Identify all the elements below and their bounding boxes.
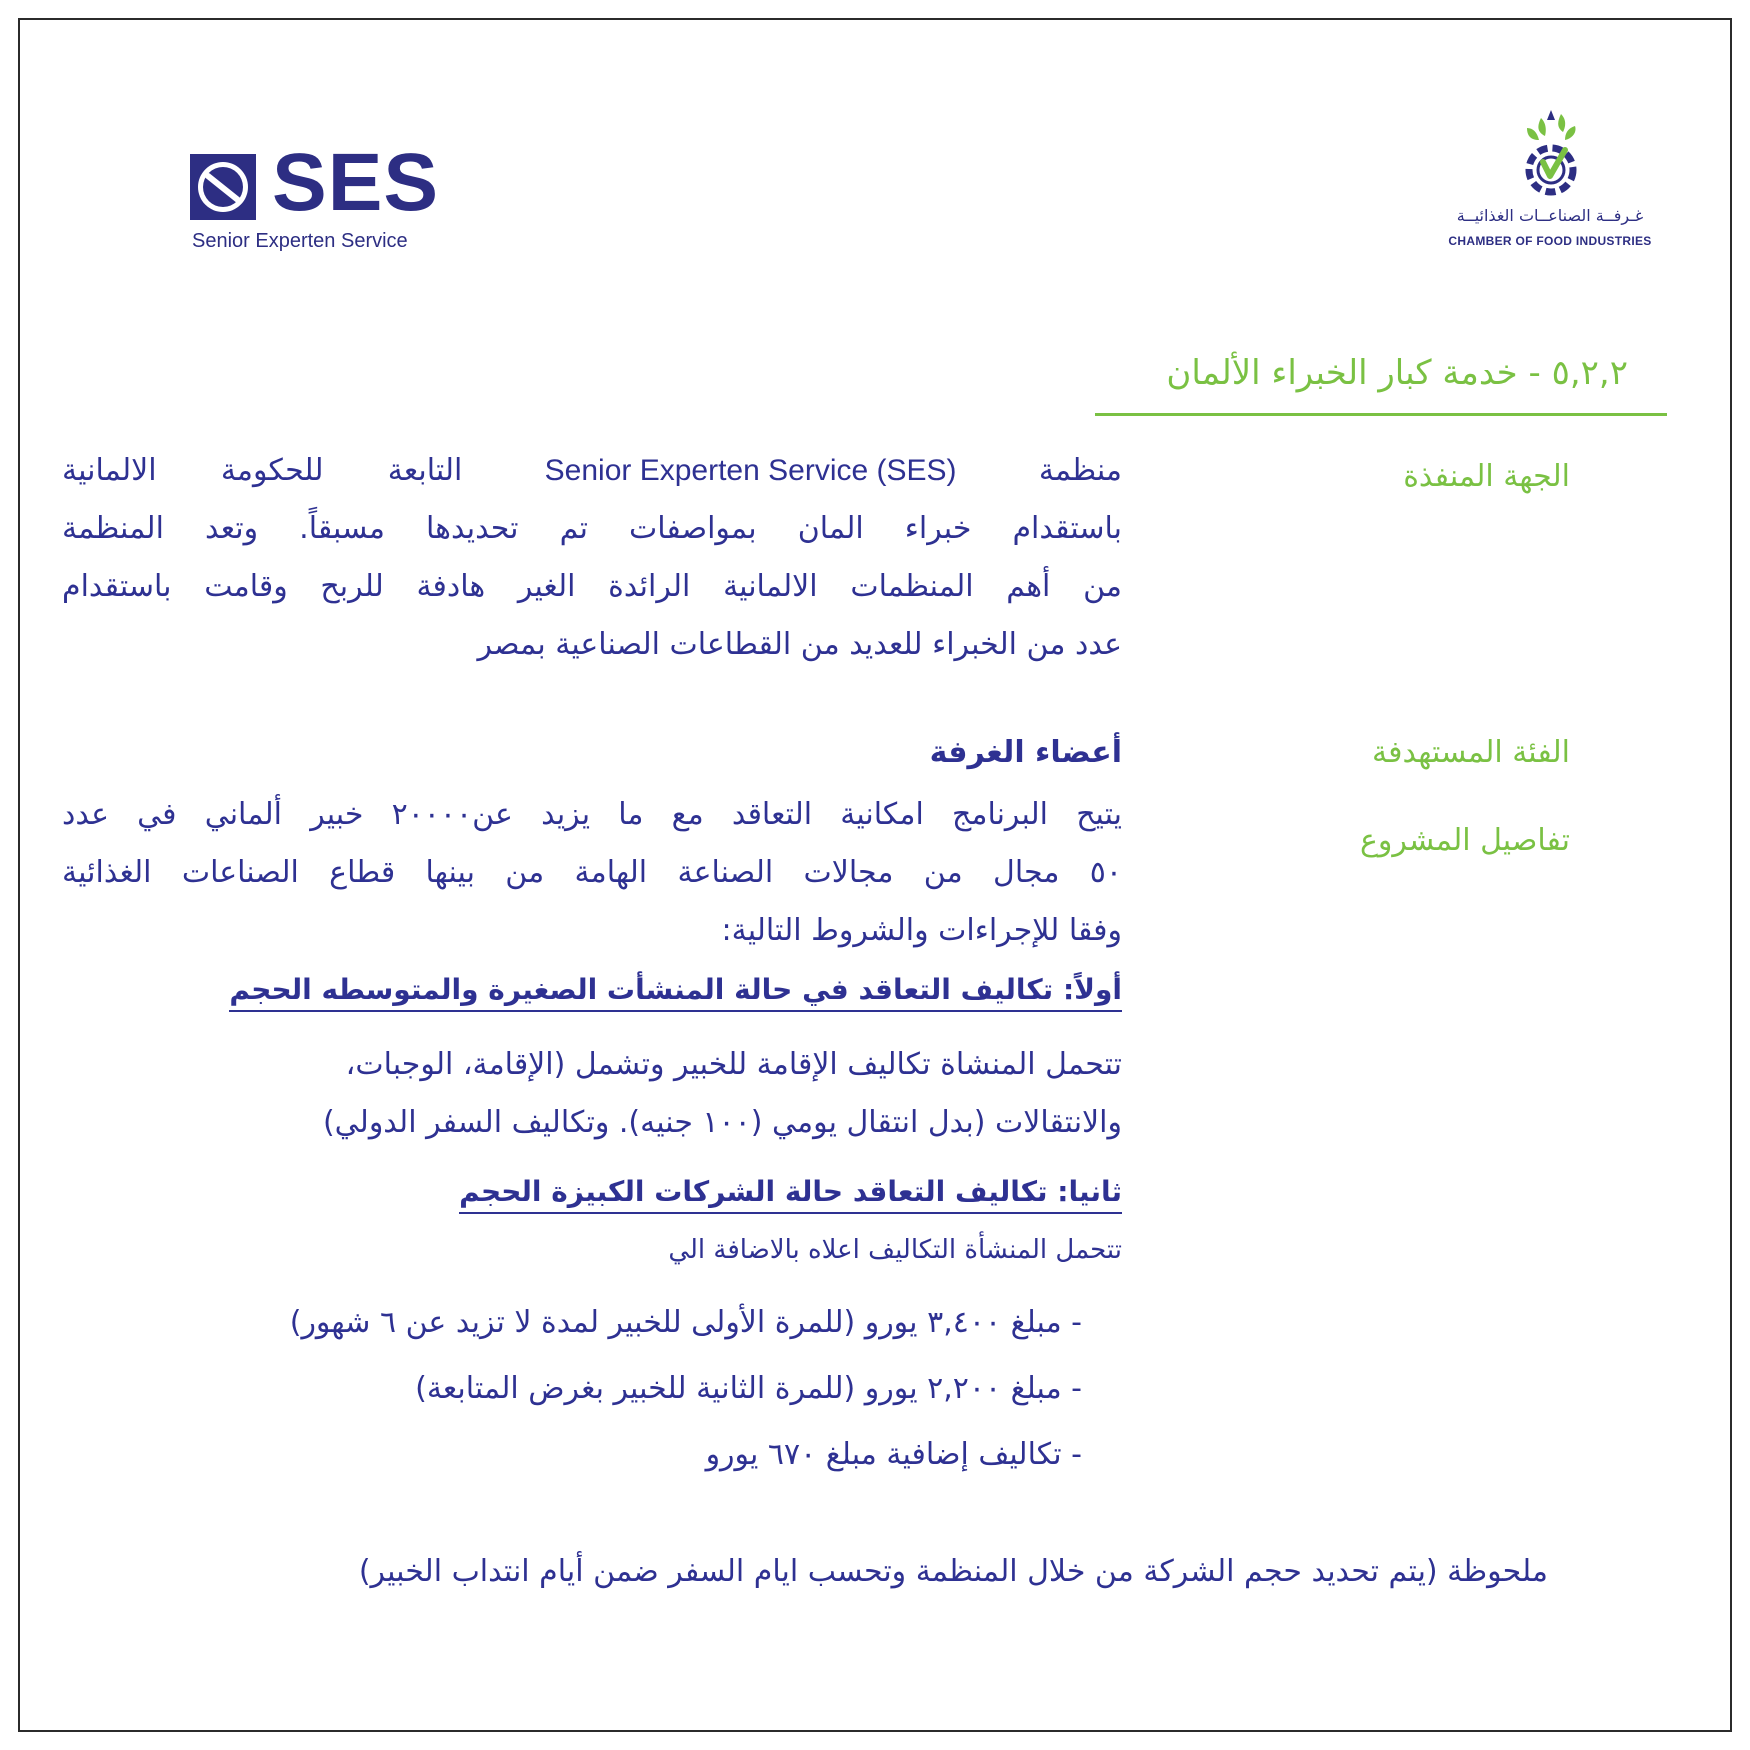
cost-bullet-item: - مبلغ ٢,٢٠٠ يورو (للمرة الثانية للخبير بغرض المتابعة) — [415, 1371, 1082, 1406]
chamber-logo — [1420, 110, 1680, 260]
executing-body-line1-end: التابعة للحكومة الالمانية — [62, 453, 463, 488]
second-cost-heading — [62, 1170, 1122, 1214]
chamber-gear-leaf-icon — [1515, 110, 1587, 200]
ses-logo-tagline: Senior Experten Service — [192, 230, 408, 252]
first-cost-heading-text: أولاً: تكاليف التعاقد في حالة المنشأت الصغيرة والمتوسطه الحجم — [229, 973, 1122, 1012]
first-cost-paragraph — [62, 1036, 1122, 1152]
organization-name: Senior Experten Service (SES) — [544, 454, 957, 487]
first-cost-heading — [62, 968, 1122, 1012]
label-project-details: تفاصيل المشروع — [1360, 823, 1570, 858]
cost-bullet-list — [62, 1290, 1122, 1488]
executing-body-paragraph — [62, 442, 1122, 674]
target-group-value: أعضاء الغرفة — [929, 735, 1122, 770]
second-cost-heading-text: ثانيا: تكاليف التعاقد حالة الشركات الكبيزة الحجم — [459, 1175, 1122, 1214]
executing-body-line: عدد من الخبراء للعديد من القطاعات الصناعية بمصر — [477, 627, 1122, 662]
executing-body-line: باستقدام خبراء المان بمواصفات تم تحديدها مسبقاً. وتعد المنظمة — [62, 511, 1122, 546]
cost-bullet-item: - مبلغ ٣,٤٠٠ يورو (للمرة الأولى للخبير لمدة لا تزيد عن ٦ شهور) — [289, 1305, 1082, 1340]
ses-logo-mark-icon — [190, 154, 256, 220]
cost-bullet-item: - تكاليف إضافية مبلغ ٦٧٠ يورو — [705, 1437, 1082, 1472]
chamber-arabic-name: غـرفــة الصناعــات الغذائيــة — [1456, 206, 1644, 225]
first-cost-line: والانتقالات (بدل انتقال يومي (١٠٠ جنيه). وتكاليف السفر الدولي) — [322, 1105, 1122, 1140]
details-intro-line: ٥٠ مجال من مجالات الصناعة الهامة من بينها قطاع الصناعات الغذائية — [62, 855, 1122, 890]
chamber-english-name: CHAMBER OF FOOD INDUSTRIES — [1448, 234, 1652, 248]
first-cost-line: تتحمل المنشاة تكاليف الإقامة للخبير وتشمل (الإقامة، الوجبات، — [345, 1047, 1122, 1082]
project-details-intro — [62, 786, 1122, 960]
section-title-underline — [1095, 413, 1667, 416]
executing-body-line — [62, 442, 1122, 500]
ses-logo-brand: SES — [272, 137, 440, 228]
details-intro-line: يتيح البرنامج امكانية التعاقد مع ما يزيد عن٢٠٠٠٠ خبير ألماني في عدد — [62, 797, 1123, 832]
details-intro-line: وفقا للإجراءات والشروط التالية: — [721, 913, 1122, 948]
label-target-group: الفئة المستهدفة — [1372, 735, 1570, 770]
executing-body-line1-start: منظمة — [1038, 453, 1122, 488]
executing-body-line: من أهم المنظمات الالمانية الرائدة الغير هادفة للربح وقامت باستقدام — [62, 569, 1122, 604]
second-cost-intro: تتحمل المنشأة التكاليف اعلاه بالاضافة الي — [668, 1235, 1122, 1265]
page-frame — [18, 18, 1732, 1732]
footnote: ملحوظة (يتم تحديد حجم الشركة من خلال المنظمة وتحسب ايام السفر ضمن أيام انتداب الخبير) — [358, 1554, 1548, 1589]
label-executing-body: الجهة المنفذة — [1403, 459, 1570, 494]
ses-logo — [190, 137, 470, 260]
section-title: ٥,٢,٢ - خدمة كبار الخبراء الألمان — [1166, 353, 1628, 393]
